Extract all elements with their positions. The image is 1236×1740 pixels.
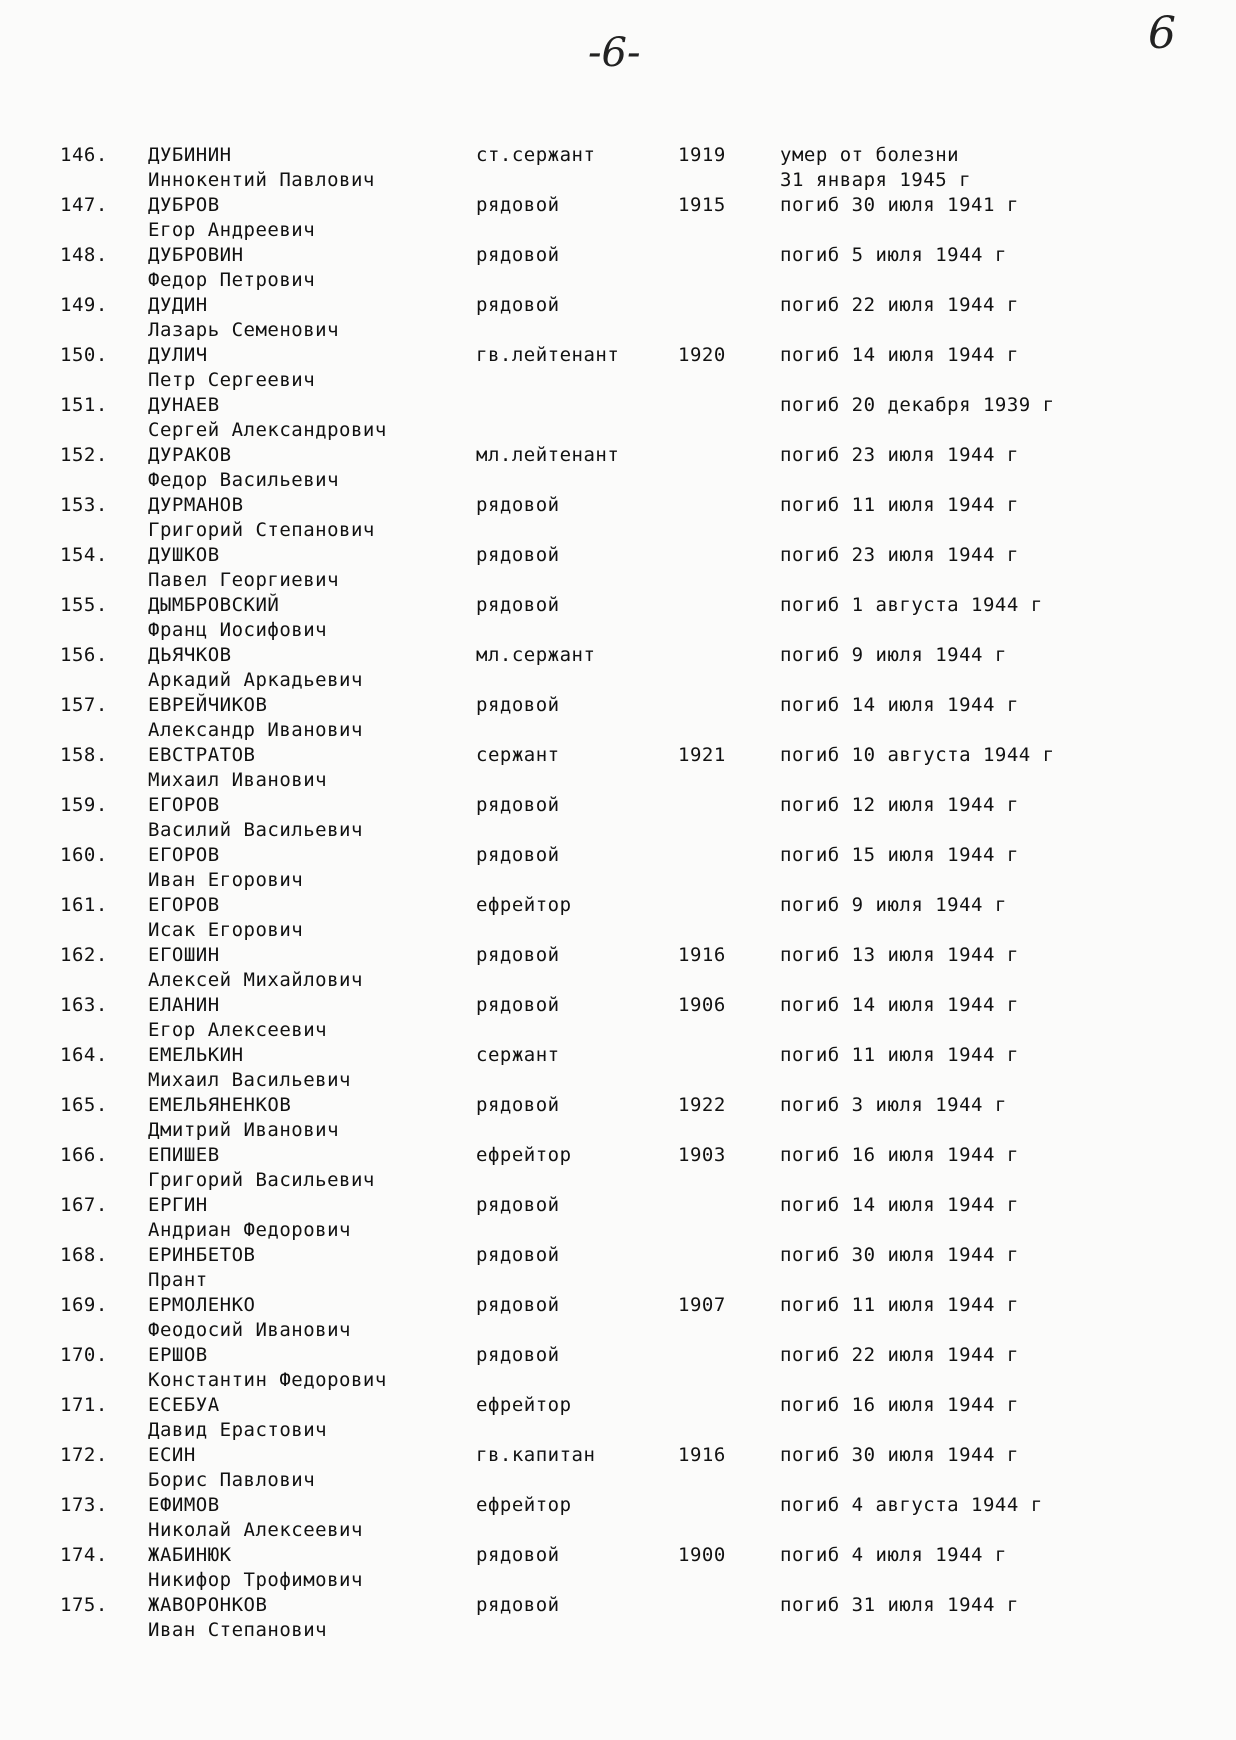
entry-fate: погиб 1 августа 1944 г — [780, 594, 1043, 616]
entry-number: 169. — [60, 1294, 108, 1316]
entry-number: 148. — [60, 244, 108, 266]
entry-fate: погиб 22 июля 1944 г — [780, 294, 1019, 316]
entry-rank: рядовой — [476, 794, 560, 816]
entry-fate: погиб 10 августа 1944 г — [780, 744, 1055, 766]
list-item — [0, 393, 1236, 443]
entry-given-name: Егор Алексеевич — [148, 1019, 328, 1041]
list-item — [0, 1293, 1236, 1343]
entry-rank: рядовой — [476, 1194, 560, 1216]
entry-fate-continued: 31 января 1945 г — [780, 169, 972, 191]
entry-number: 168. — [60, 1244, 108, 1266]
entry-number: 154. — [60, 544, 108, 566]
entry-rank: гв.капитан — [476, 1444, 596, 1466]
entry-rank: мл.сержант — [476, 644, 596, 666]
entry-fate: погиб 14 июля 1944 г — [780, 994, 1019, 1016]
entry-rank: рядовой — [476, 1544, 560, 1566]
entry-fate: погиб 23 июля 1944 г — [780, 544, 1019, 566]
entry-birth-year: 1922 — [678, 1094, 726, 1116]
entry-number: 151. — [60, 394, 108, 416]
entry-number: 150. — [60, 344, 108, 366]
list-item — [0, 843, 1236, 893]
list-item — [0, 1043, 1236, 1093]
entry-number: 160. — [60, 844, 108, 866]
entry-given-name: Григорий Степанович — [148, 519, 375, 541]
entry-birth-year: 1903 — [678, 1144, 726, 1166]
list-item — [0, 643, 1236, 693]
entry-given-name: Григорий Васильевич — [148, 1169, 375, 1191]
entry-fate: погиб 31 июля 1944 г — [780, 1594, 1019, 1616]
entry-rank: рядовой — [476, 1094, 560, 1116]
entry-rank: рядовой — [476, 694, 560, 716]
list-item — [0, 243, 1236, 293]
entry-given-name: Петр Сергеевич — [148, 369, 316, 391]
entry-rank: рядовой — [476, 244, 560, 266]
page-number-corner: 6 — [1148, 8, 1176, 59]
entry-rank: ефрейтор — [476, 1144, 572, 1166]
entry-birth-year: 1916 — [678, 1444, 726, 1466]
entry-given-name: Иван Егорович — [148, 869, 304, 891]
entry-number: 153. — [60, 494, 108, 516]
entry-birth-year: 1906 — [678, 994, 726, 1016]
entry-given-name: Константин Федорович — [148, 1369, 387, 1391]
entry-rank: сержант — [476, 744, 560, 766]
entry-fate: погиб 30 июля 1944 г — [780, 1444, 1019, 1466]
entry-surname: ЕВСТРАТОВ — [148, 744, 256, 766]
entry-birth-year: 1919 — [678, 144, 726, 166]
entry-given-name: Федор Васильевич — [148, 469, 340, 491]
entry-fate: погиб 5 июля 1944 г — [780, 244, 1007, 266]
entry-rank: рядовой — [476, 544, 560, 566]
entry-rank: рядовой — [476, 194, 560, 216]
entry-surname: ЕГОРОВ — [148, 894, 220, 916]
entry-rank: сержант — [476, 1044, 560, 1066]
entry-number: 172. — [60, 1444, 108, 1466]
entry-fate: погиб 3 июля 1944 г — [780, 1094, 1007, 1116]
entry-number: 174. — [60, 1544, 108, 1566]
page-number: -6- — [588, 30, 641, 76]
entry-number: 175. — [60, 1594, 108, 1616]
entry-fate: погиб 4 августа 1944 г — [780, 1494, 1043, 1516]
entry-surname: ДУЛИЧ — [148, 344, 208, 366]
entry-number: 167. — [60, 1194, 108, 1216]
entry-fate: погиб 23 июля 1944 г — [780, 444, 1019, 466]
entry-birth-year: 1900 — [678, 1544, 726, 1566]
list-item — [0, 793, 1236, 843]
list-item — [0, 693, 1236, 743]
entry-birth-year: 1921 — [678, 744, 726, 766]
entry-fate: погиб 9 июля 1944 г — [780, 644, 1007, 666]
entry-fate: погиб 30 июля 1944 г — [780, 1244, 1019, 1266]
entry-rank: рядовой — [476, 1244, 560, 1266]
casualty-list — [0, 143, 1236, 1643]
entry-rank: рядовой — [476, 494, 560, 516]
entry-number: 164. — [60, 1044, 108, 1066]
entry-number: 152. — [60, 444, 108, 466]
entry-given-name: Дмитрий Иванович — [148, 1119, 340, 1141]
entry-fate: погиб 15 июля 1944 г — [780, 844, 1019, 866]
list-item — [0, 543, 1236, 593]
list-item — [0, 1543, 1236, 1593]
entry-given-name: Федор Петрович — [148, 269, 316, 291]
entry-surname: ЖАВОРОНКОВ — [148, 1594, 268, 1616]
list-item — [0, 1393, 1236, 1443]
list-item — [0, 1093, 1236, 1143]
entry-fate: погиб 16 июля 1944 г — [780, 1394, 1019, 1416]
entry-given-name: Михаил Иванович — [148, 769, 328, 791]
entry-given-name: Иннокентий Павлович — [148, 169, 375, 191]
entry-given-name: Сергей Александрович — [148, 419, 387, 441]
entry-number: 147. — [60, 194, 108, 216]
list-item — [0, 1443, 1236, 1493]
entry-surname: ЕГОШИН — [148, 944, 220, 966]
entry-given-name: Исак Егорович — [148, 919, 304, 941]
entry-surname: ЖАБИНЮК — [148, 1544, 232, 1566]
entry-number: 166. — [60, 1144, 108, 1166]
entry-number: 171. — [60, 1394, 108, 1416]
list-item — [0, 343, 1236, 393]
entry-fate: погиб 14 июля 1944 г — [780, 694, 1019, 716]
entry-given-name: Иван Степанович — [148, 1619, 328, 1641]
entry-surname: ЕРШОВ — [148, 1344, 208, 1366]
entry-fate: погиб 4 июля 1944 г — [780, 1544, 1007, 1566]
entry-surname: ДЫМБРОВСКИЙ — [148, 594, 280, 616]
entry-rank: рядовой — [476, 1594, 560, 1616]
entry-given-name: Павел Георгиевич — [148, 569, 340, 591]
entry-surname: ДУРМАНОВ — [148, 494, 244, 516]
entry-surname: ЕСИН — [148, 1444, 196, 1466]
entry-number: 162. — [60, 944, 108, 966]
entry-birth-year: 1916 — [678, 944, 726, 966]
entry-number: 163. — [60, 994, 108, 1016]
entry-fate: погиб 14 июля 1944 г — [780, 1194, 1019, 1216]
entry-given-name: Борис Павлович — [148, 1469, 316, 1491]
entry-rank: рядовой — [476, 944, 560, 966]
entry-surname: ДУНАЕВ — [148, 394, 220, 416]
entry-surname: ДУШКОВ — [148, 544, 220, 566]
entry-fate: погиб 20 декабря 1939 г — [780, 394, 1055, 416]
entry-surname: ЕВРЕЙЧИКОВ — [148, 694, 268, 716]
entry-rank: ефрейтор — [476, 1494, 572, 1516]
list-item — [0, 1143, 1236, 1193]
entry-surname: ДУБРОВИН — [148, 244, 244, 266]
entry-fate: погиб 16 июля 1944 г — [780, 1144, 1019, 1166]
entry-surname: ЕСЕБУА — [148, 1394, 220, 1416]
list-item — [0, 493, 1236, 543]
list-item — [0, 993, 1236, 1043]
entry-surname: ЕЛАНИН — [148, 994, 220, 1016]
entry-number: 155. — [60, 594, 108, 616]
entry-number: 146. — [60, 144, 108, 166]
entry-given-name: Михаил Васильевич — [148, 1069, 351, 1091]
entry-fate: погиб 14 июля 1944 г — [780, 344, 1019, 366]
entry-rank: ст.сержант — [476, 144, 596, 166]
entry-given-name: Николай Алексеевич — [148, 1519, 363, 1541]
entry-surname: ЕПИШЕВ — [148, 1144, 220, 1166]
entry-given-name: Андриан Федорович — [148, 1219, 351, 1241]
entry-number: 157. — [60, 694, 108, 716]
entry-given-name: Лазарь Семенович — [148, 319, 340, 341]
list-item — [0, 293, 1236, 343]
list-item — [0, 1593, 1236, 1643]
entry-rank: рядовой — [476, 1344, 560, 1366]
entry-fate: погиб 11 июля 1944 г — [780, 1294, 1019, 1316]
entry-number: 158. — [60, 744, 108, 766]
entry-given-name: Александр Иванович — [148, 719, 363, 741]
entry-birth-year: 1920 — [678, 344, 726, 366]
entry-surname: ЕМЕЛЬЯНЕНКОВ — [148, 1094, 292, 1116]
entry-rank: гв.лейтенант — [476, 344, 620, 366]
list-item — [0, 943, 1236, 993]
list-item — [0, 1343, 1236, 1393]
entry-given-name: Никифор Трофимович — [148, 1569, 363, 1591]
list-item — [0, 893, 1236, 943]
entry-fate: погиб 30 июля 1941 г — [780, 194, 1019, 216]
entry-surname: ЕМЕЛЬКИН — [148, 1044, 244, 1066]
entry-number: 159. — [60, 794, 108, 816]
list-item — [0, 743, 1236, 793]
entry-given-name: Аркадий Аркадьевич — [148, 669, 363, 691]
entry-given-name: Алексей Михайлович — [148, 969, 363, 991]
entry-fate: погиб 22 июля 1944 г — [780, 1344, 1019, 1366]
entry-birth-year: 1907 — [678, 1294, 726, 1316]
entry-surname: ДЬЯЧКОВ — [148, 644, 232, 666]
entry-birth-year: 1915 — [678, 194, 726, 216]
entry-number: 161. — [60, 894, 108, 916]
entry-given-name: Егор Андреевич — [148, 219, 316, 241]
entry-surname: ЕГОРОВ — [148, 794, 220, 816]
entry-fate: умер от болезни — [780, 144, 960, 166]
entry-rank: рядовой — [476, 294, 560, 316]
entry-number: 149. — [60, 294, 108, 316]
entry-surname: ЕГОРОВ — [148, 844, 220, 866]
entry-fate: погиб 12 июля 1944 г — [780, 794, 1019, 816]
list-item — [0, 193, 1236, 243]
entry-rank: мл.лейтенант — [476, 444, 620, 466]
entry-fate: погиб 9 июля 1944 г — [780, 894, 1007, 916]
list-item — [0, 1493, 1236, 1543]
list-item — [0, 593, 1236, 643]
entry-rank: рядовой — [476, 844, 560, 866]
entry-number: 173. — [60, 1494, 108, 1516]
entry-rank: рядовой — [476, 1294, 560, 1316]
entry-surname: ЕФИМОВ — [148, 1494, 220, 1516]
entry-given-name: Прант — [148, 1269, 208, 1291]
entry-surname: ЕРИНБЕТОВ — [148, 1244, 256, 1266]
list-item — [0, 1243, 1236, 1293]
entry-rank: рядовой — [476, 994, 560, 1016]
entry-fate: погиб 13 июля 1944 г — [780, 944, 1019, 966]
entry-fate: погиб 11 июля 1944 г — [780, 494, 1019, 516]
entry-number: 165. — [60, 1094, 108, 1116]
entry-given-name: Василий Васильевич — [148, 819, 363, 841]
entry-surname: ДУБИНИН — [148, 144, 232, 166]
entry-surname: ЕРГИН — [148, 1194, 208, 1216]
entry-number: 170. — [60, 1344, 108, 1366]
entry-rank: рядовой — [476, 594, 560, 616]
entry-surname: ДУРАКОВ — [148, 444, 232, 466]
entry-rank: ефрейтор — [476, 1394, 572, 1416]
list-item — [0, 1193, 1236, 1243]
entry-given-name: Франц Иосифович — [148, 619, 328, 641]
entry-number: 156. — [60, 644, 108, 666]
list-item — [0, 143, 1236, 193]
entry-rank: ефрейтор — [476, 894, 572, 916]
list-item — [0, 443, 1236, 493]
entry-given-name: Феодосий Иванович — [148, 1319, 351, 1341]
entry-surname: ДУБРОВ — [148, 194, 220, 216]
entry-surname: ЕРМОЛЕНКО — [148, 1294, 256, 1316]
entry-given-name: Давид Ерастович — [148, 1419, 328, 1441]
entry-surname: ДУДИН — [148, 294, 208, 316]
entry-fate: погиб 11 июля 1944 г — [780, 1044, 1019, 1066]
